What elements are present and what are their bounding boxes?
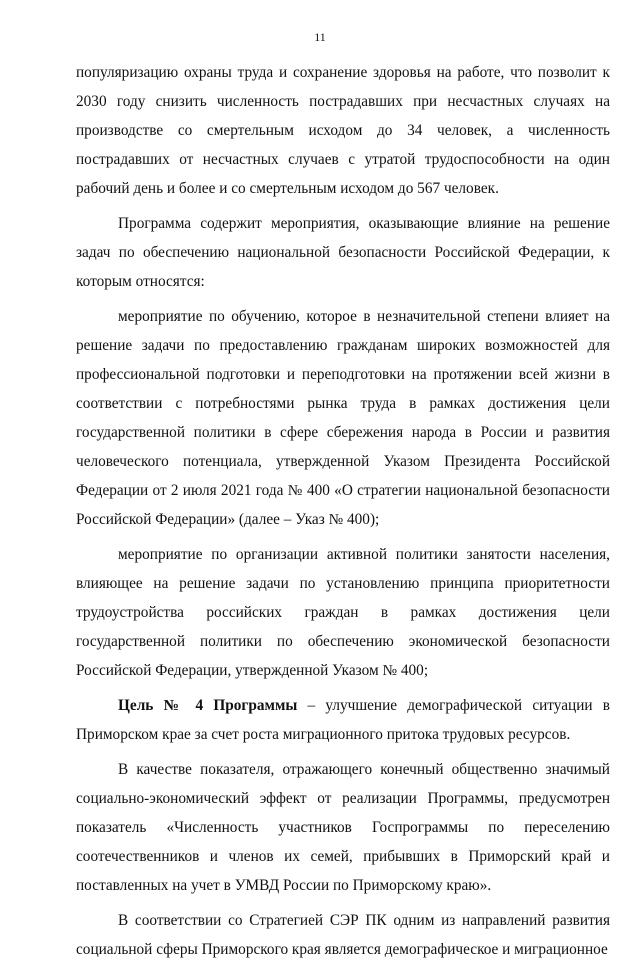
paragraph-employment-measure: мероприятие по организации активной политики занятости населения, влияющее на решение задачи по установлению принципа приоритетности трудоустройства российских граждан в рамках достижения цели государственной политики по обеспечению экономической безопасности Российской Федерации, утвержденной Указом № 400; — [76, 546, 610, 679]
document-body — [76, 58, 610, 970]
paragraph-labor-safety: популяризацию охраны труда и сохранение здоровья на работе, что позволит к 2030 году снизить численность пострадавших при несчастных случаях на производстве со смертельным исходом до 34 человек, а численность пострадавших от несчастных случаев с утратой трудоспособности на один рабочий день и более и со смертельным исходом до 567 человек. — [76, 64, 610, 197]
paragraph-indicator: В качестве показателя, отражающего конечный общественно значимый социально-экономический эффект от реализации Программы, предусмотрен показатель «Численность участников Госпрограммы по переселению соотечественников и членов их семей, прибывших в Приморский край и поставленных на учет в УМВД России по Приморскому краю». — [76, 761, 610, 894]
paragraph-training-measure: мероприятие по обучению, которое в незначительной степени влияет на решение задачи по предоставлению гражданам широких возможностей для профессиональной подготовки и переподготовки на протяжении всей жизни в соответствии с потребностями рынка труда в рамках достижения цели государственной политики в сфере сбережения народа в России и развития человеческого потенциала, утвержденной Указом Президента Российской Федерации от 2 июля 2021 года № 400 «О стратегии национальной безопасности Российской Федерации» (далее – Указ № 400); — [76, 308, 610, 528]
paragraph-strategy: В соответствии со Стратегией СЭР ПК одним из направлений развития социальной сферы Приморского края является демографическое и миграционное — [76, 912, 610, 958]
goal-4-text: – улучшение демографической ситуации в Приморском крае за счет роста миграционного притока трудовых ресурсов. — [76, 697, 610, 743]
paragraph-goal-4 — [76, 691, 610, 749]
goal-4-label: Цель № 4 Программы — [118, 697, 298, 714]
paragraph-program-measures: Программа содержит мероприятия, оказывающие влияние на решение задач по обеспечению национальной безопасности Российской Федерации, к которым относятся: — [76, 215, 610, 290]
page-number: 11 — [314, 30, 326, 44]
